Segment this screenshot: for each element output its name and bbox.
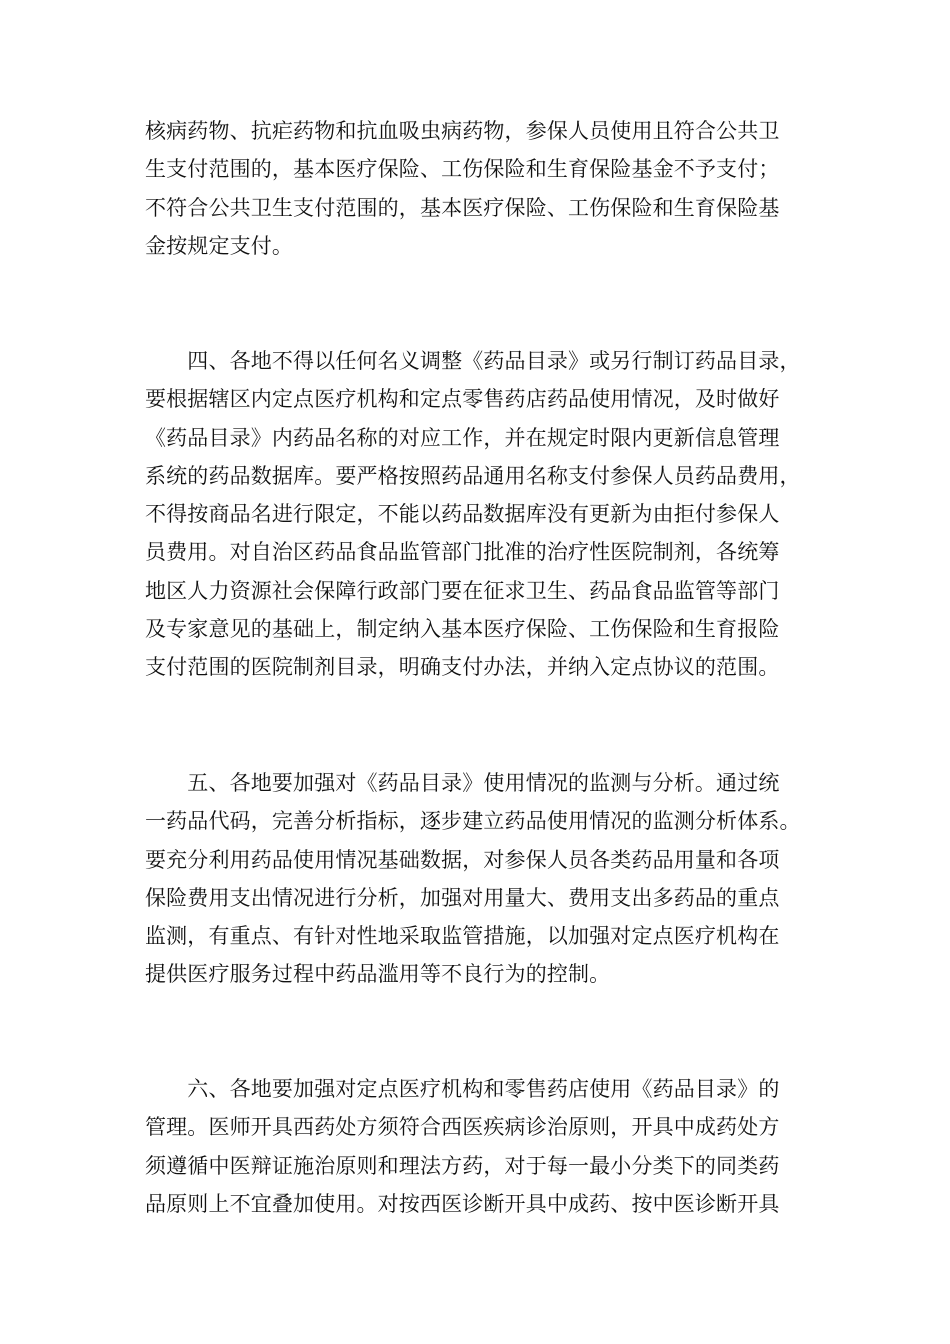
text-line: 保险费用支出情况进行分析，加强对用量大、费用支出多药品的重点 [145, 885, 780, 910]
text-line: 须遵循中医辩证施治原则和理法方药，对于每一最小分类下的同类药 [145, 1153, 780, 1178]
text-line: 系统的药品数据库。要严格按照药品通用名称支付参保人员药品费用， [145, 463, 801, 488]
text-line: 不得按商品名进行限定，不能以药品数据库没有更新为由拒付参保人 [145, 502, 780, 527]
text-line: 金按规定支付。 [145, 233, 294, 258]
text-line: 生支付范围的，基本医疗保险、工伤保险和生育保险基金不予支付； [145, 157, 780, 182]
paragraph-section-6 [145, 1070, 805, 1223]
text-line: 六、各地要加强对定点医疗机构和零售药店使用《药品目录》的 [145, 1077, 780, 1101]
text-line: 管理。医师开具西药处方须符合西医疾病诊治原则，开具中成药处方 [145, 1115, 780, 1140]
text-line: 及专家意见的基础上，制定纳入基本医疗保险、工伤保险和生育报险 [145, 617, 780, 642]
paragraph-continuation [145, 112, 805, 265]
text-line: 支付范围的医院制剂目录，明确支付办法，并纳入定点协议的范围。 [145, 655, 780, 680]
text-line: 提供医疗服务过程中药品滥用等不良行为的控制。 [145, 962, 611, 987]
text-line: 《药品目录》内药品名称的对应工作，并在规定时限内更新信息管理 [145, 425, 780, 450]
text-line: 要根据辖区内定点医疗机构和定点零售药店药品使用情况，及时做好 [145, 387, 780, 412]
text-line: 四、各地不得以任何名义调整《药品目录》或另行制订药品目录， [145, 349, 801, 373]
text-line: 品原则上不宜叠加使用。对按西医诊断开具中成药、按中医诊断开具 [145, 1191, 780, 1216]
paragraph-section-4 [145, 342, 805, 687]
text-line: 要充分利用药品使用情况基础数据，对参保人员各类药品用量和各项 [145, 847, 780, 872]
text-line: 监测，有重点、有针对性地采取监管措施，以加强对定点医疗机构在 [145, 924, 780, 949]
text-line: 一药品代码，完善分析指标，逐步建立药品使用情况的监测分析体系。 [145, 809, 801, 834]
text-line: 员费用。对自治区药品食品监管部门批准的治疗性医院制剂，各统筹 [145, 540, 780, 565]
text-line: 不符合公共卫生支付范围的，基本医疗保险、工伤保险和生育保险基 [145, 195, 780, 220]
text-line: 核病药物、抗疟药物和抗血吸虫病药物，参保人员使用且符合公共卫 [145, 119, 780, 143]
text-line: 五、各地要加强对《药品目录》使用情况的监测与分析。通过统 [145, 771, 780, 795]
text-line: 地区人力资源社会保障行政部门要在征求卫生、药品食品监管等部门 [145, 578, 780, 603]
paragraph-section-5 [145, 764, 805, 994]
